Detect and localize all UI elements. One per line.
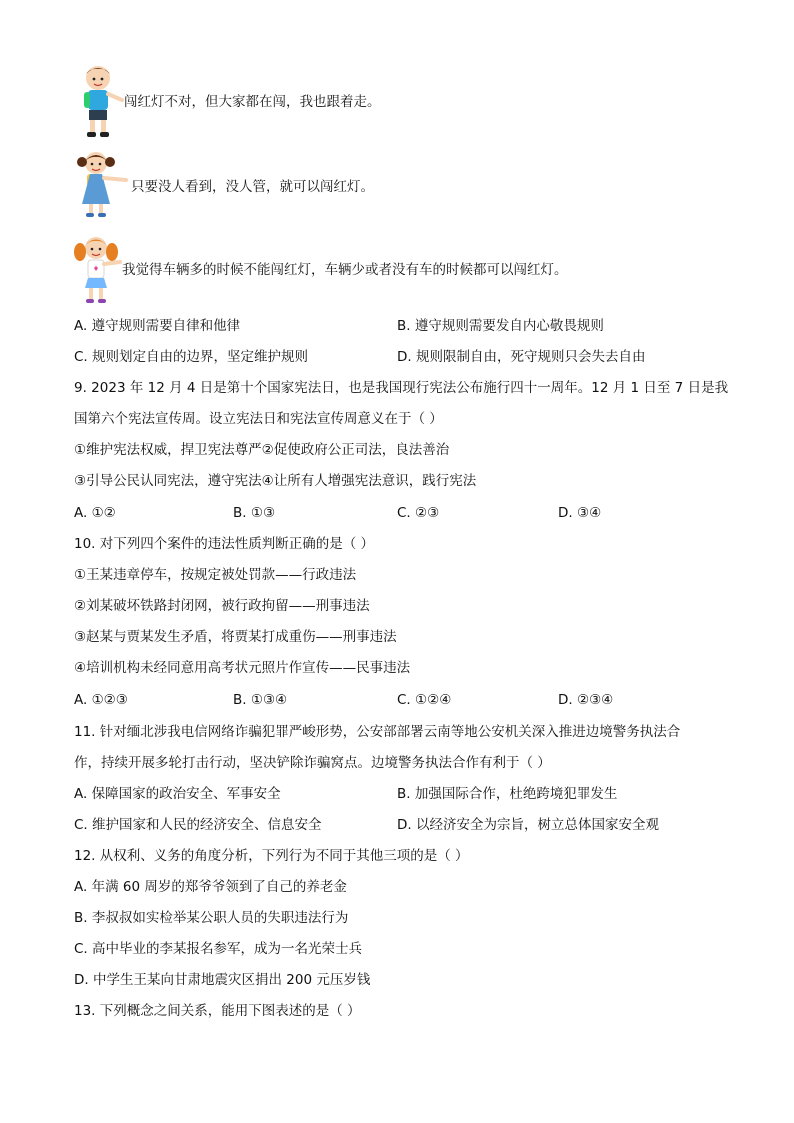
q8-option-d: D. 规则限制自由，死守规则只会失去自由 [397, 349, 646, 365]
girl-illustration [72, 148, 130, 220]
q10-option-d: D. ②③④ [558, 692, 614, 708]
q9-item-1: ①维护宪法权威，捍卫宪法尊严②促使政府公正司法，良法善治 [74, 442, 450, 458]
q11-stem-line1: 11. 针对缅北涉我电信网络诈骗犯罪严峻形势，公安部部署云南等地公安机关深入推进边境警务执法合 [74, 724, 681, 740]
kid2-speech: 只要没人看到，没人管，就可以闯红灯。 [131, 179, 374, 195]
q11-option-b: B. 加强国际合作，杜绝跨境犯罪发生 [397, 786, 618, 802]
q13-stem: 13. 下列概念之间关系，能用下图表述的是（ ） [74, 1003, 361, 1019]
q9-option-d: D. ③④ [558, 505, 602, 521]
q9-stem-line2: 国第六个宪法宣传周。设立宪法日和宪法宣传周意义在于（ ） [74, 411, 443, 427]
q11-option-c: C. 维护国家和人民的经济安全、信息安全 [74, 817, 322, 833]
q10-item-4: ④培训机构未经同意用高考状元照片作宣传——民事违法 [74, 660, 411, 676]
kid3-speech: 我觉得车辆多的时候不能闯红灯，车辆少或者没有车的时候都可以闯红灯。 [122, 262, 568, 278]
q12-option-a: A. 年满 60 周岁的郑爷爷领到了自己的养老金 [74, 879, 347, 895]
q11-option-d: D. 以经济安全为宗旨，树立总体国家安全观 [397, 817, 659, 833]
q12-stem: 12. 从权利、义务的角度分析，下列行为不同于其他三项的是（ ） [74, 848, 469, 864]
q10-stem: 10. 对下列四个案件的违法性质判断正确的是（ ） [74, 536, 375, 552]
girl-orange-hair-illustration [70, 232, 124, 306]
q11-stem-line2: 作，持续开展多轮打击行动，坚决铲除诈骗窝点。边境警务执法合作有利于（ ） [74, 755, 551, 771]
q12-option-c: C. 高中毕业的李某报名参军，成为一名光荣士兵 [74, 941, 363, 957]
boy-illustration [72, 62, 124, 140]
kid1-speech: 闯红灯不对，但大家都在闯，我也跟着走。 [124, 94, 381, 110]
q10-option-b: B. ①③④ [233, 692, 288, 708]
q9-option-b: B. ①③ [233, 505, 276, 521]
q10-item-1: ①王某违章停车，按规定被处罚款——行政违法 [74, 567, 357, 583]
q10-item-3: ③赵某与贾某发生矛盾，将贾某打成重伤——刑事违法 [74, 629, 397, 645]
q12-option-d: D. 中学生王某向甘肃地震灾区捐出 200 元压岁钱 [74, 972, 371, 988]
q8-option-b: B. 遵守规则需要发自内心敬畏规则 [397, 318, 604, 334]
q8-option-a: A. 遵守规则需要自律和他律 [74, 318, 241, 334]
q11-option-a: A. 保障国家的政治安全、军事安全 [74, 786, 281, 802]
q12-option-b: B. 李叔叔如实检举某公职人员的失职违法行为 [74, 910, 349, 926]
q10-option-a: A. ①②③ [74, 692, 128, 708]
q10-option-c: C. ①②④ [397, 692, 452, 708]
q9-option-c: C. ②③ [397, 505, 440, 521]
q8-option-c: C. 规则划定自由的边界，坚定维护规则 [74, 349, 309, 365]
q9-item-2: ③引导公民认同宪法，遵守宪法④让所有人增强宪法意识，践行宪法 [74, 473, 477, 489]
q10-item-2: ②刘某破坏铁路封闭网，被行政拘留——刑事违法 [74, 598, 370, 614]
q9-stem-line1: 9. 2023 年 12 月 4 日是第十个国家宪法日，也是我国现行宪法公布施行四十一周年。12 月 1 日至 7 日是我 [74, 380, 729, 396]
q9-option-a: A. ①② [74, 505, 116, 521]
